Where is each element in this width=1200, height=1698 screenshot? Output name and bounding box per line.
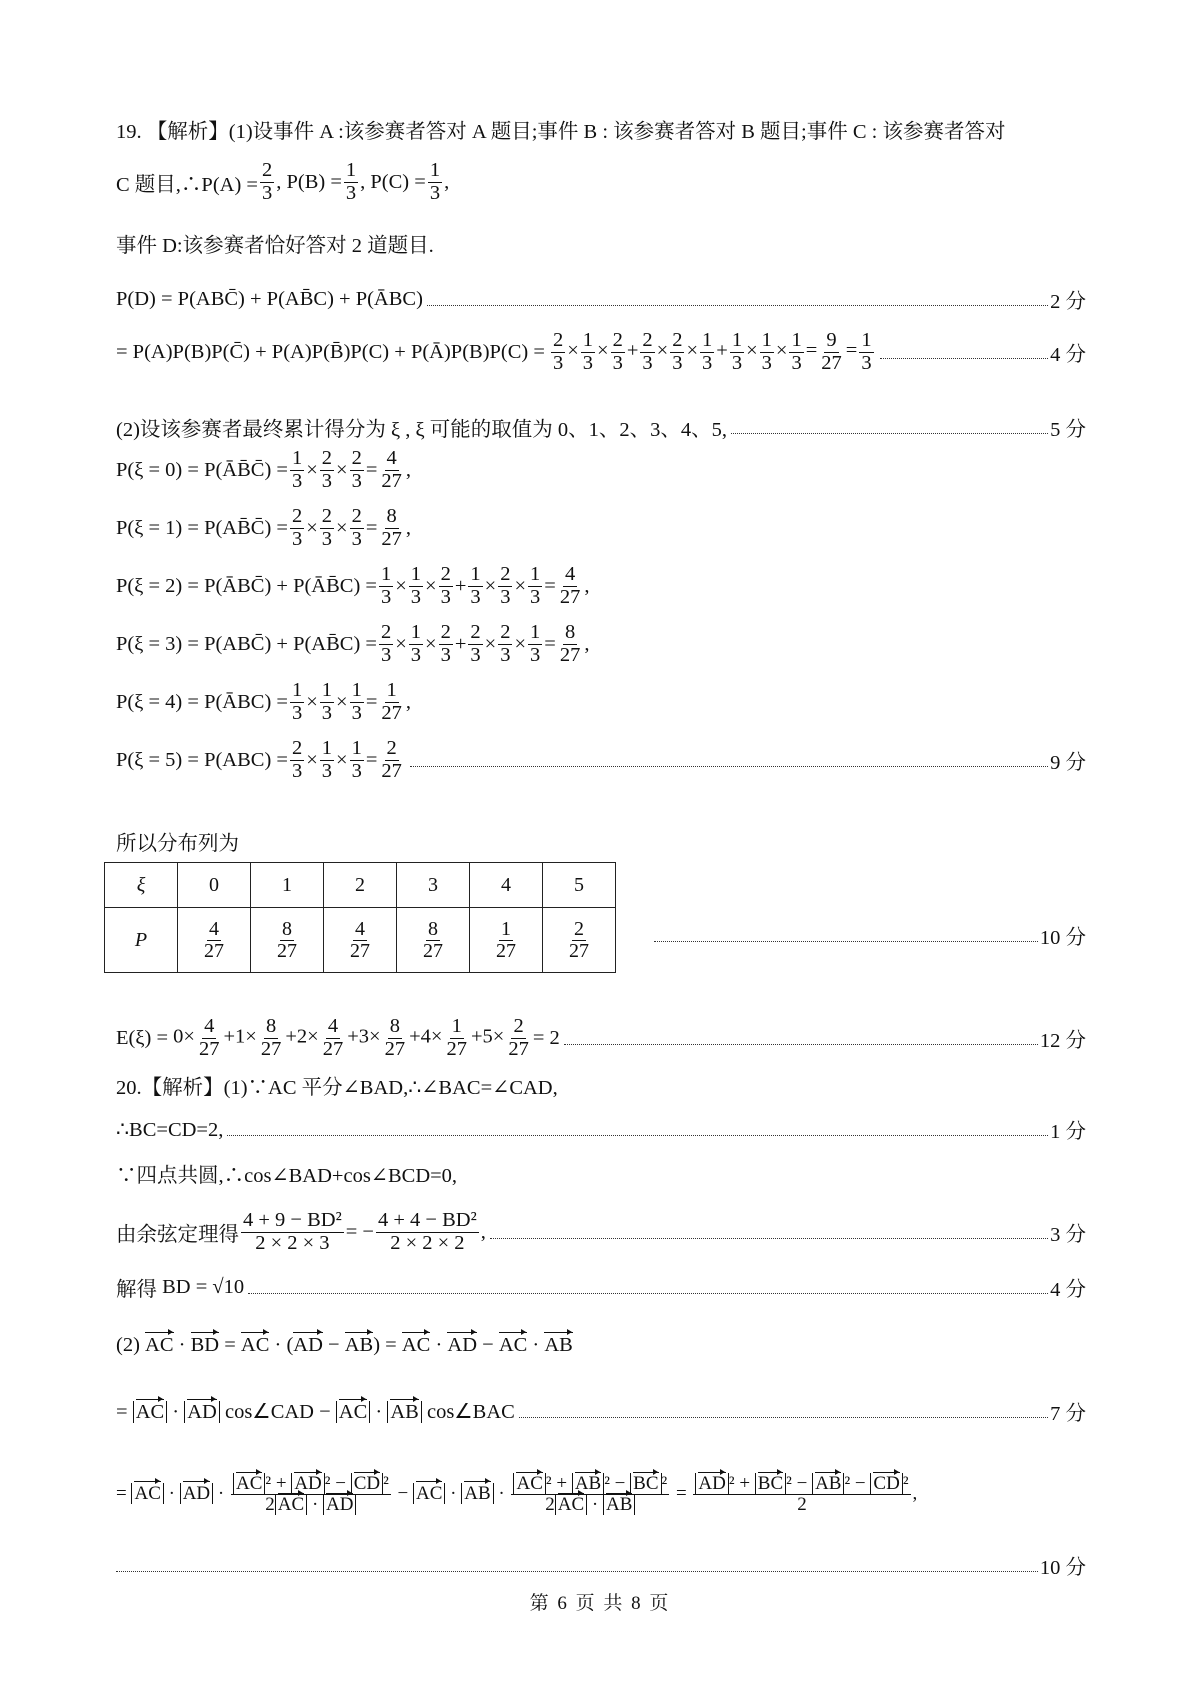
pd2-result-fraction: $\frac{1}{3}$ — [861, 329, 872, 374]
table-row: P $\frac{4}{27}$ $\frac{8}{27}$ $\frac{4}{27}$ $\frac{8}{27}$ $\frac{1}{27}$ $\frac{2}{27}$ — [105, 908, 616, 973]
pa-fraction: $\frac{2}{3}$ — [261, 159, 273, 204]
part2-line: (2)设该参赛者最终累计得分为 ξ , ξ 可能的取值为 0、1、2、3、4、5, 5 分 — [116, 419, 1086, 441]
cos-product-line: = AC · AD cos∠CAD − AC · AB cos∠BAC 7 分 — [116, 1400, 1086, 1425]
q19-probabilities: C 题目,∴P(A) = $\frac{2}{3}$ , P(B) = $\frac{1}{3}$ , P(C) = $\frac{1}{3}$ , — [116, 159, 450, 204]
table-row: ξ 0 1 2 3 4 5 — [105, 863, 616, 908]
p5-line: P(ξ = 5) = P(ABC) = $\frac{2}{3}$ × $\frac{1}{3}$ × $\frac{1}{3}$ = $\frac{2}{27}$ 9 分 — [116, 737, 1086, 782]
expanded-line: = AC · AD · $\frac{\text{AC ² + AD ² − CD ²}}{2 AC \cdot AD}$ − AC · AB · $\frac{\text{AC ² + AB ² − BC ²}}{2 AC \cdot AB}$ = $\frac{\text{AD ² + BC ² − AB ² − CD ²}}{2}$ , — [116, 1473, 918, 1515]
cyclic-line: ∵四点共圆,∴cos∠BAD+cos∠BCD=0, — [116, 1165, 458, 1187]
page-footer: 第 6 页 共 8 页 — [529, 1593, 671, 1614]
q20-intro: 20.【解析】(1)∵AC 平分∠BAD,∴∠BAC=∠CAD, — [116, 1077, 558, 1099]
p2-line: P(ξ = 2) = P(ĀBC̄) + P(ĀB̄C) = $\frac{1}{3}$ × $\frac{1}{3}$ × $\frac{2}{3}$ + $\frac{1}{3}$ × $\frac{2}{3}$ × $\frac{1}{3}$ = $\frac{4}{27}$ , — [116, 563, 590, 608]
pc-fraction: $\frac{1}{3}$ — [429, 159, 441, 204]
p4-line: P(ξ = 4) = P(ĀBC) = $\frac{1}{3}$ × $\frac{1}{3}$ × $\frac{1}{3}$ = $\frac{1}{27}$ , — [116, 679, 412, 724]
pd-line: P(D) = P(ABC̄) + P(AB̄C) + P(ĀBC) 2 分 — [116, 287, 1086, 313]
pb-fraction: $\frac{1}{3}$ — [345, 159, 357, 204]
q19-intro: 19. 【解析】(1)设事件 A :该参赛者答对 A 题目;事件 B : 该参赛者答对 B 题目;事件 C : 该参赛者答对 — [116, 121, 1006, 143]
event-d: 事件 D:该参赛者恰好答对 2 道题目. — [116, 235, 434, 257]
distribution-table — [104, 862, 616, 973]
final-score-line: 10 分 — [116, 1550, 1086, 1580]
dist-label: 所以分布列为 — [116, 833, 239, 855]
expectation-line: E(ξ) = 0× $\frac{4}{27}$ +1× $\frac{8}{27}$ +2× $\frac{4}{27}$ +3× $\frac{8}{27}$ +4× $\frac{1}{27}$ +5× $\frac{2}{27}$ = 2 12 分 — [116, 1015, 1086, 1060]
pd2-mid-fraction: $\frac{9}{27}$ — [821, 329, 842, 374]
p3-line: P(ξ = 3) = P(ABC̄) + P(AB̄C) = $\frac{2}{3}$ × $\frac{1}{3}$ × $\frac{2}{3}$ + $\frac{2}{3}$ × $\frac{2}{3}$ × $\frac{1}{3}$ = $\frac{8}{27}$ , — [116, 621, 590, 666]
bc-line: ∴BC=CD=2, 1 分 — [116, 1118, 1086, 1143]
dot-product-line: (2) AC · BD = AC · (AD − AB) = AC · AD − AC · AB — [116, 1334, 573, 1356]
bd-line: 解得 BD = √10 4 分 — [116, 1275, 1086, 1301]
pd2-line: = P(A)P(B)P(C̄) + P(A)P(B̄)P(C) + P(Ā)P(B)P(C) = $\frac{2}{3}$ × $\frac{1}{3}$ × $\frac{2}{3}$ + $\frac{2}{3}$ × $\frac{2}{3}$ × $\frac{1}{3}$ + $\frac{1}{3}$ × $\frac{1}{3}$ × $\frac{1}{3}$ = $\frac{9}{27}$ = $\frac{1}{3}$ 4 分 — [116, 329, 1086, 374]
p0-line: P(ξ = 0) = P(ĀB̄C̄) = $\frac{1}{3}$ × $\frac{2}{3}$ × $\frac{2}{3}$ = $\frac{4}{27}$ , — [116, 447, 412, 492]
table-score-line: 10 分 — [650, 920, 1086, 950]
p1-line: P(ξ = 1) = P(AB̄C̄) = $\frac{2}{3}$ × $\frac{2}{3}$ × $\frac{2}{3}$ = $\frac{8}{27}$ , — [116, 505, 412, 550]
cosine-line: 由余弦定理得 $\frac{\text{4 + 9 − BD²}}{2 \times 2 \times 3}$ = − $\frac{\text{4 + 4 − BD²}}{2 \times 2 \times 2}$ , 3 分 — [116, 1209, 1086, 1254]
